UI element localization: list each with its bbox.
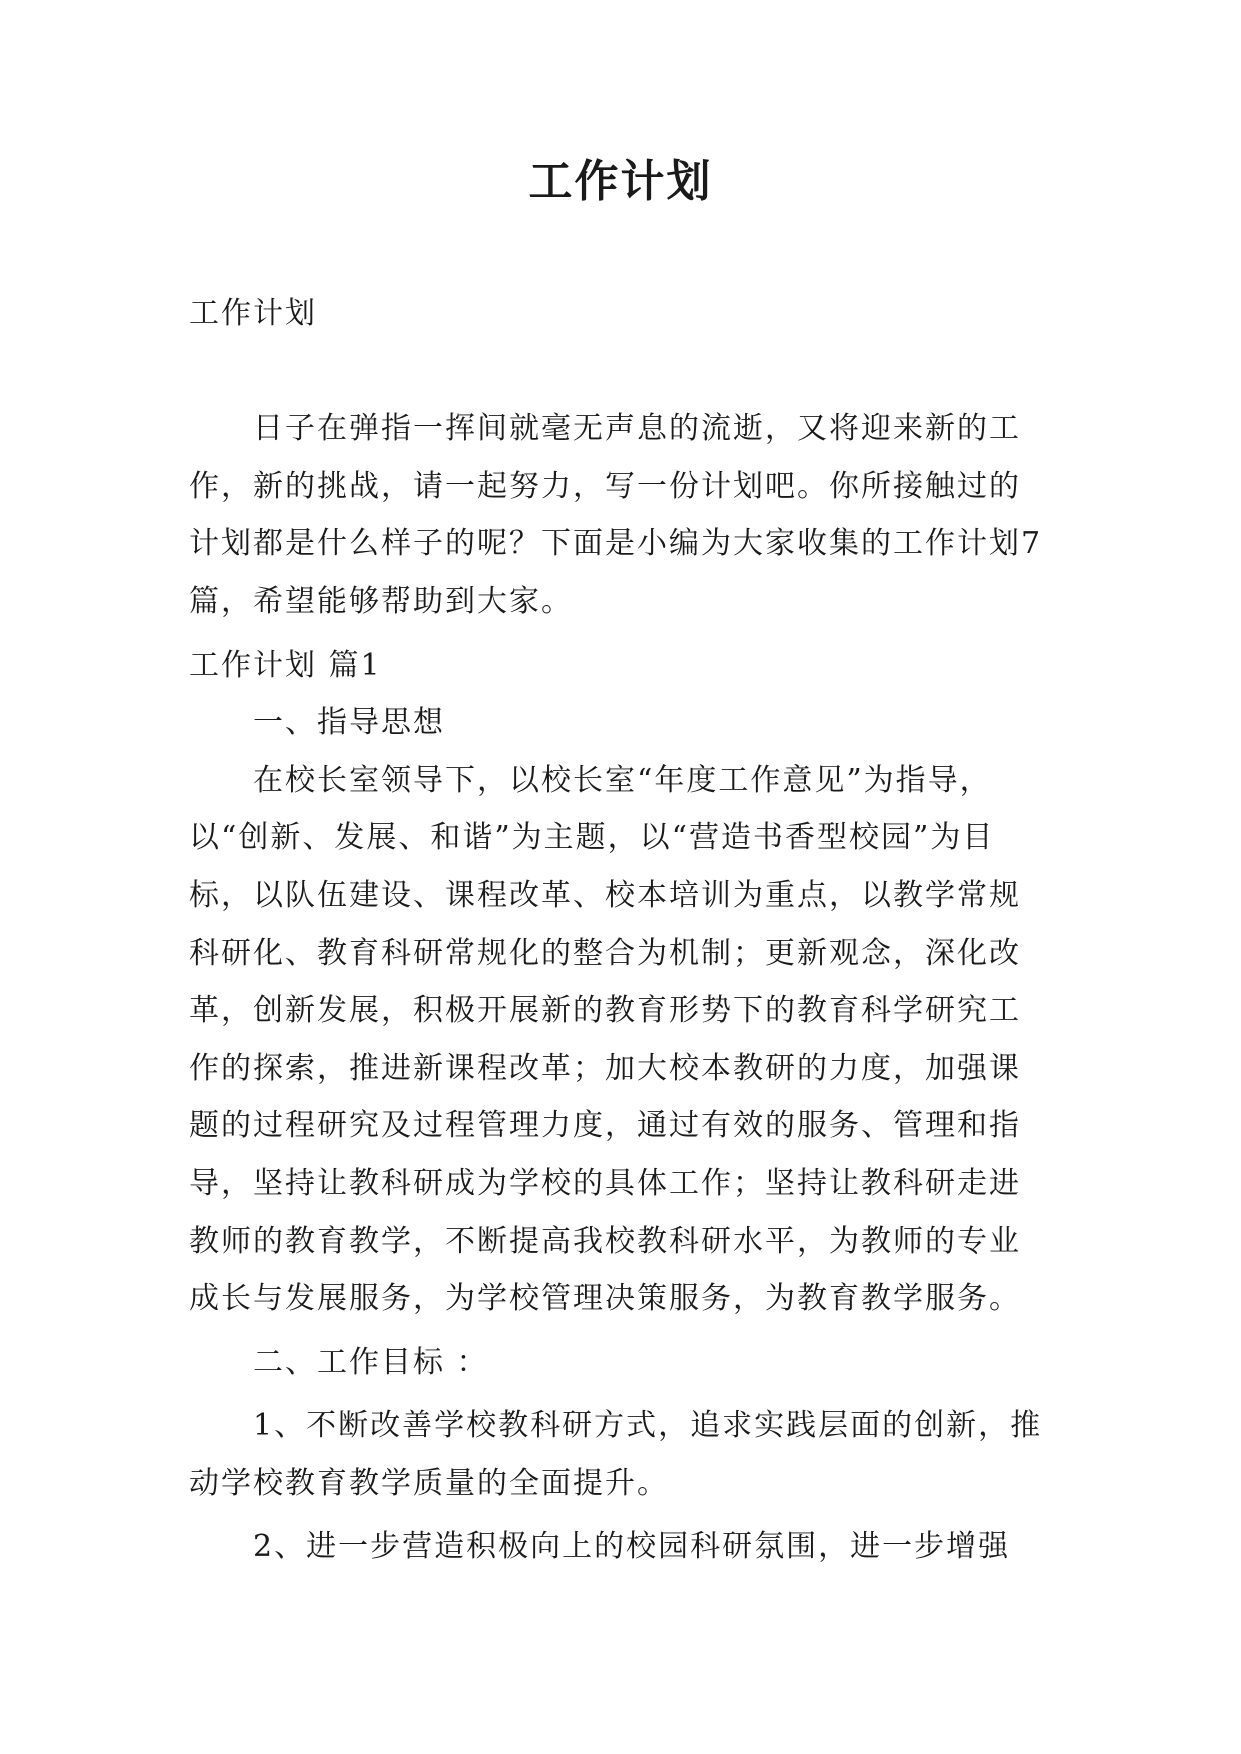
goal-item-1: 1、不断改善学校教科研方式，追求实践层面的创新，推动学校教育教学质量的全面提升。 [189, 1408, 1043, 1501]
document-title: 工作计划 [528, 156, 713, 207]
section-heading: 工作计划 篇1 [189, 647, 382, 683]
intro-paragraph: 日子在弹指一挥间就毫无声息的流逝，又将迎来新的工作，新的挑战，请一起努力，写一份计划吧。你所接触过的计划都是什么样子的呢？下面是小编为大家收集的工作计划7篇，希望能够帮助到大家。 [189, 411, 1043, 619]
heading-guiding-thought: 一、指导思想 [253, 705, 445, 741]
guiding-thought-paragraph: 在校长室领导下，以校长室“年度工作意见”为指导，以“创新、发展、和谐”为主题，以“营造书香型校园”为目标，以队伍建设、课程改革、校本培训为重点，以教学常规科研化、教育科研常规化的整合为机制；更新观念，深化改革，创新发展，积极开展新的教育形势下的教育科学研究工作的探索，推进新课程改革；加大校本教研的力度，加强课题的过程研究及过程管理力度，通过有效的服务、管理和指导，坚持让教科研成为学校的具体工作；坚持让教科研走进教师的教育教学，不断提高我校教科研水平，为教师的专业成长与发展服务，为学校管理决策服务，为教育教学服务。 [189, 762, 1021, 1317]
document-body [189, 285, 1049, 1576]
document-subtitle: 工作计划 [189, 296, 317, 331]
goal-item-2: 2、进一步营造积极向上的校园科研氛围，进一步增强 [253, 1529, 1011, 1565]
heading-work-goals: 二、工作目标 ： [253, 1344, 489, 1380]
